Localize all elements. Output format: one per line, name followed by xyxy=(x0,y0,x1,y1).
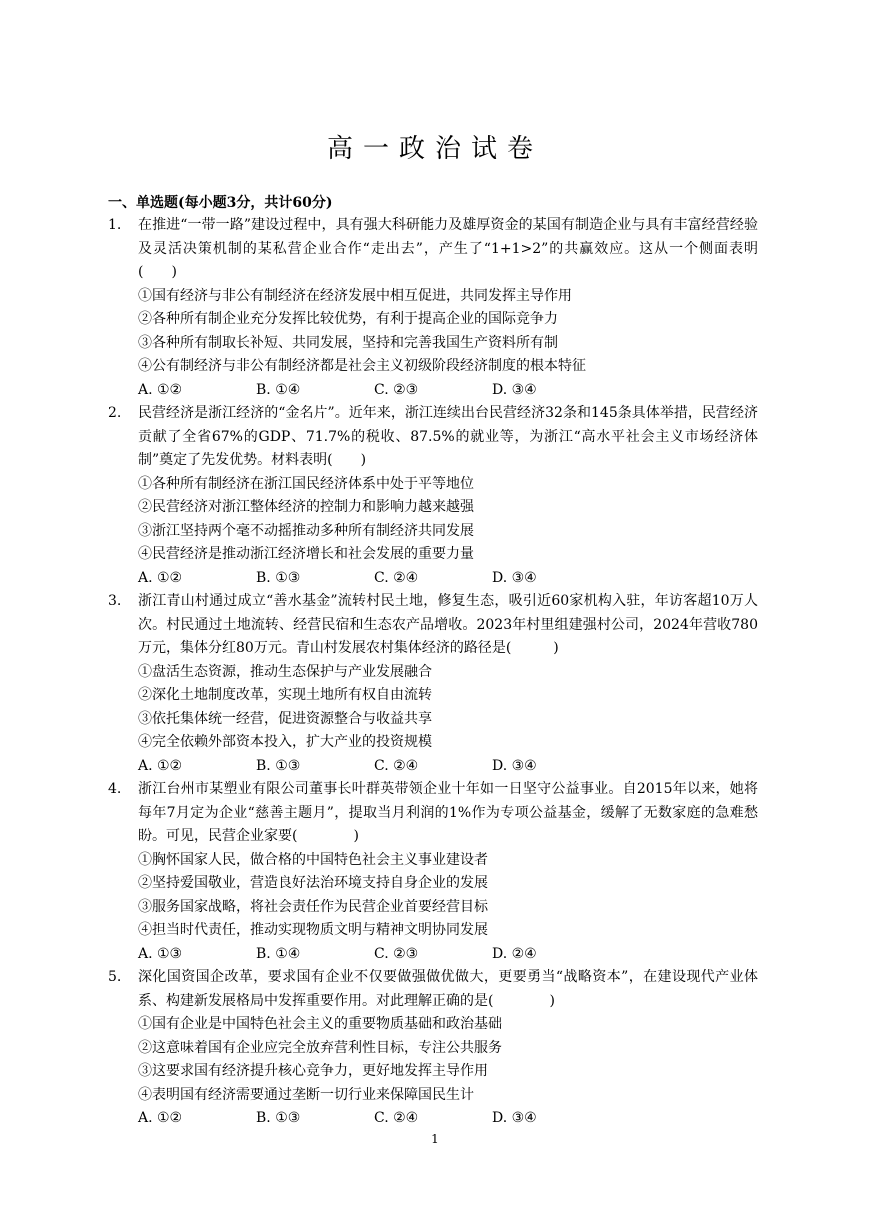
statement-item: ④担当时代责任，推动实现物质文明与精神文明协同发展 xyxy=(138,922,488,938)
statement-item: ②各种所有制企业充分发挥比较优势，有利于提高企业的国际竞争力 xyxy=(138,311,558,327)
statement-item: ①盘活生态资源，推动生态保护与产业发展融合 xyxy=(138,663,432,680)
choice-c: C. ②③ xyxy=(374,381,419,398)
statement-list xyxy=(138,1013,758,1107)
question-number: 3. xyxy=(108,593,122,609)
statement-list xyxy=(138,473,758,567)
question-stem: 在推进“一带一路”建设过程中，具有强大科研能力及雄厚资金的某国有制造企业与具有丰富经营经验及灵活决策机制的某私营企业合作“走出去”，产生了“1+1>2”的共赢效应。这从一个侧面表明( ) xyxy=(138,217,758,280)
statement-item: ②深化土地制度改革，实现土地所有权自由流转 xyxy=(138,687,432,703)
choice-list xyxy=(138,379,758,403)
statement-item: ①国有企业是中国特色社会主义的重要物质基础和政治基础 xyxy=(138,1016,502,1032)
question-number: 2. xyxy=(108,405,122,421)
statement-item: ④表明国有经济需要通过垄断一切行业来保障国民生计 xyxy=(138,1086,474,1103)
question-2 xyxy=(108,402,758,590)
statement-item: ①各种所有制经济在浙江国民经济体系中处于平等地位 xyxy=(138,475,474,492)
choice-a: A. ①③ xyxy=(138,945,183,962)
choice-b: B. ①④ xyxy=(256,381,301,398)
question-3 xyxy=(108,590,758,778)
choice-list xyxy=(138,943,758,967)
choice-b: B. ①④ xyxy=(256,945,301,962)
statement-item: ②坚持爱国敬业，营造良好法治环境支持自身企业的发展 xyxy=(138,875,488,891)
statement-item: ①国有经济与非公有制经济在经济发展中相互促进，共同发挥主导作用 xyxy=(138,287,572,304)
choice-b: B. ①③ xyxy=(256,569,301,586)
choice-c: C. ②④ xyxy=(374,569,419,586)
choice-list xyxy=(138,755,758,779)
question-4 xyxy=(108,778,758,966)
question-list xyxy=(108,214,758,1131)
question-number: 5. xyxy=(108,969,122,985)
choice-c: C. ②④ xyxy=(374,757,419,774)
question-stem: 浙江青山村通过成立“善水基金”流转村民土地，修复生态，吸引近60家机构入驻，年访客超10万人次。村民通过土地流转、经营民宿和生态农产品增收。2023年村里组建强村公司，2024年营收780万元，集体分红80万元。青山村发展农村集体经济的路径是( ) xyxy=(138,593,758,656)
statement-item: ③这要求国有经济提升核心竞争力，更好地发挥主导作用 xyxy=(138,1063,488,1079)
question-number: 4. xyxy=(108,781,122,797)
statement-item: ①胸怀国家人民，做合格的中国特色社会主义事业建设者 xyxy=(138,851,488,868)
choice-d: D. ③④ xyxy=(492,757,537,774)
choice-list xyxy=(138,567,758,591)
statement-list xyxy=(138,285,758,379)
choice-a: A. ①② xyxy=(138,381,183,398)
choice-b: B. ①③ xyxy=(256,757,301,774)
choice-c: C. ②③ xyxy=(374,945,419,962)
choice-a: A. ①② xyxy=(138,1110,183,1126)
statement-item: ③浙江坚持两个毫不动摇推动多种所有制经济共同发展 xyxy=(138,522,474,539)
choice-d: D. ③④ xyxy=(492,569,537,586)
choice-b: B. ①③ xyxy=(256,1110,301,1126)
question-number: 1. xyxy=(108,217,122,233)
question-1 xyxy=(108,214,758,402)
choice-list xyxy=(138,1107,758,1131)
choice-d: D. ③④ xyxy=(492,381,537,398)
statement-item: ③服务国家战略，将社会责任作为民营企业首要经营目标 xyxy=(138,898,488,915)
statement-item: ③依托集体统一经营，促进资源整合与收益共享 xyxy=(138,710,432,727)
page-number: 1 xyxy=(431,1132,439,1146)
page-title: 高一政治试卷 xyxy=(326,134,543,164)
statement-list xyxy=(138,661,758,755)
choice-a: A. ①② xyxy=(138,569,183,586)
statement-list xyxy=(138,849,758,943)
question-stem: 浙江台州市某塑业有限公司董事长叶群英带领企业十年如一日坚守公益事业。自2015年以来，她将每年7月定为企业“慈善主题月”，提取当月利润的1%作为专项公益基金，缓解了无数家庭的急难愁盼。可见，民营企业家要( ) xyxy=(138,781,758,844)
question-stem: 民营经济是浙江经济的“金名片”。近年来，浙江连续出台民营经济32条和145条具体举措，民营经济贡献了全省67%的GDP、71.7%的税收、87.5%的就业等，为浙江“高水平社会主义市场经济体制”奠定了先发优势。材料表明( ) xyxy=(138,405,758,468)
statement-item: ④公有制经济与非公有制经济都是社会主义初级阶段经济制度的根本特征 xyxy=(138,358,586,374)
choice-d: D. ②④ xyxy=(492,945,537,962)
choice-d: D. ③④ xyxy=(492,1110,537,1126)
statement-item: ③各种所有制取长补短、共同发展，坚持和完善我国生产资料所有制 xyxy=(138,334,558,351)
statement-item: ②这意味着国有企业应完全放弃营利性目标，专注公共服务 xyxy=(138,1039,502,1056)
statement-item: ④民营经济是推动浙江经济增长和社会发展的重要力量 xyxy=(138,546,474,562)
section-heading: 一、单选题(每小题3分，共计60分) xyxy=(108,195,333,211)
statement-item: ②民营经济对浙江整体经济的控制力和影响力越来越强 xyxy=(138,499,474,515)
choice-a: A. ①② xyxy=(138,757,183,774)
question-5 xyxy=(108,966,758,1131)
statement-item: ④完全依赖外部资本投入，扩大产业的投资规模 xyxy=(138,734,432,750)
choice-c: C. ②④ xyxy=(374,1110,419,1126)
question-stem: 深化国资国企改革，要求国有企业不仅要做强做优做大，更要勇当“战略资本”，在建设现代产业体系、构建新发展格局中发挥重要作用。对此理解正确的是( ) xyxy=(138,969,758,1009)
